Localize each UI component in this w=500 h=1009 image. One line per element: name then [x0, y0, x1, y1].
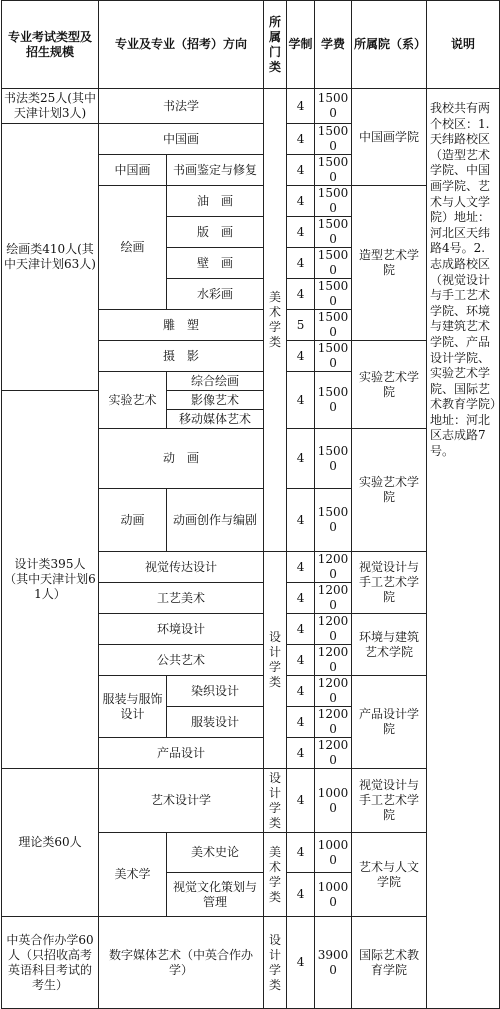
header-category: 所属门类: [264, 1, 287, 89]
major-cell: 服装设计: [167, 707, 264, 738]
years-cell: 4: [287, 917, 315, 1009]
years-cell: 4: [287, 279, 315, 310]
years-cell: 4: [287, 552, 315, 583]
years-cell: 4: [287, 676, 315, 707]
major-cell: 书法学: [99, 89, 264, 124]
fee-cell: 15000: [315, 124, 352, 155]
group-calligraphy: 书法类25人(其中天津计划3人): [2, 89, 99, 124]
years-cell: 5: [287, 310, 315, 341]
school-cell: 视觉设计与手工艺术学院: [352, 769, 427, 833]
fee-cell: 15000: [315, 341, 352, 372]
group-painting: 绘画类410人(其中天津计划63人): [2, 124, 99, 391]
fee-cell: 10000: [315, 833, 352, 873]
years-cell: 4: [287, 124, 315, 155]
years-cell: 4: [287, 833, 315, 873]
fee-cell: 12000: [315, 583, 352, 614]
major-cell: 中国画: [99, 124, 264, 155]
header-exam-type: 专业考试类型及招生规模: [2, 1, 99, 89]
notes-cell: 我校共有两个校区：1.天纬路校区（造型艺术学院、中国画学院、艺术与人文学院）地址：河北区天纬路4号。2.志成路校区（视觉设计与手工艺术学院、环境与建筑艺术学院、产品设计学院、实验艺术学院、国际艺术教育学院）地址：河北区志成路7号。: [427, 89, 500, 1009]
group-coop: 中英合作办学60人（只招收高考英语科目考试的考生）: [2, 917, 99, 1009]
fee-cell: 12000: [315, 707, 352, 738]
major-cell: 书画鉴定与修复: [167, 155, 264, 186]
major-cell: 移动媒体艺术: [167, 410, 264, 429]
years-cell: 4: [287, 614, 315, 645]
header-major: 专业及专业（招考）方向: [99, 1, 264, 89]
major-cell: 美术史论: [167, 833, 264, 873]
years-cell: 4: [287, 645, 315, 676]
admissions-table: [1, 0, 500, 1009]
years-cell: 4: [287, 248, 315, 279]
fee-cell: 15000: [315, 186, 352, 217]
major-cell: 视觉文化策划与管理: [167, 873, 264, 917]
years-cell: 4: [287, 372, 315, 429]
table-row: [2, 89, 500, 124]
major-cell: 雕 塑: [99, 310, 264, 341]
fee-cell: 15000: [315, 429, 352, 489]
sub-label: 实验艺术: [99, 372, 167, 429]
fee-cell: 12000: [315, 676, 352, 707]
major-cell: 综合绘画: [167, 372, 264, 391]
major-cell: 油 画: [167, 186, 264, 217]
school-cell: 艺术与人文学院: [352, 833, 427, 917]
header-years: 学制: [287, 1, 315, 89]
years-cell: 4: [287, 186, 315, 217]
major-cell: 水彩画: [167, 279, 264, 310]
years-cell: 4: [287, 769, 315, 833]
category-fine-arts-2: 美术学类: [264, 833, 287, 917]
major-cell: 版 画: [167, 217, 264, 248]
major-cell: 公共艺术: [99, 645, 264, 676]
school-cell: 实验艺术学院: [352, 429, 427, 552]
major-cell: 艺术设计学: [99, 769, 264, 833]
category-fine-arts: 美术学类: [264, 89, 287, 552]
fee-cell: 15000: [315, 372, 352, 429]
school-cell: 环境与建筑艺术学院: [352, 614, 427, 676]
fee-cell: 12000: [315, 614, 352, 645]
major-cell: 工艺美术: [99, 583, 264, 614]
major-cell: 数字媒体艺术（中英合作办学）: [99, 917, 264, 1009]
fee-cell: 15000: [315, 89, 352, 124]
major-cell: 摄 影: [99, 341, 264, 372]
major-cell: 动 画: [99, 429, 264, 489]
major-cell: 环境设计: [99, 614, 264, 645]
fee-cell: 10000: [315, 769, 352, 833]
group-design: 设计类395人（其中天津计划61人）: [2, 391, 99, 769]
fee-cell: 12000: [315, 738, 352, 769]
years-cell: 4: [287, 489, 315, 552]
major-cell: 染织设计: [167, 676, 264, 707]
years-cell: 4: [287, 217, 315, 248]
major-cell: 动画创作与编剧: [167, 489, 264, 552]
category-design: 设计学类: [264, 552, 287, 769]
school-cell: 中国画学院: [352, 89, 427, 186]
fee-cell: 12000: [315, 645, 352, 676]
years-cell: 4: [287, 873, 315, 917]
header-row: [2, 1, 500, 89]
header-fee: 学费: [315, 1, 352, 89]
years-cell: 4: [287, 707, 315, 738]
fee-cell: 15000: [315, 279, 352, 310]
years-cell: 4: [287, 341, 315, 372]
school-cell: 国际艺术教育学院: [352, 917, 427, 1009]
years-cell: 4: [287, 738, 315, 769]
school-cell: 视觉设计与手工艺术学院: [352, 552, 427, 614]
sub-label: 中国画: [99, 155, 167, 186]
fee-cell: 10000: [315, 873, 352, 917]
fee-cell: 39000: [315, 917, 352, 1009]
major-cell: 产品设计: [99, 738, 264, 769]
category-design-3: 设计学类: [264, 917, 287, 1009]
table-row: [2, 917, 500, 1009]
fee-cell: 12000: [315, 552, 352, 583]
group-theory: 理论类60人: [2, 769, 99, 917]
school-cell: 产品设计学院: [352, 676, 427, 769]
major-cell: 影像艺术: [167, 391, 264, 410]
school-cell: 造型艺术学院: [352, 186, 427, 341]
fee-cell: 15000: [315, 489, 352, 552]
sub-label: 绘画: [99, 186, 167, 310]
years-cell: 4: [287, 429, 315, 489]
fee-cell: 15000: [315, 310, 352, 341]
fee-cell: 15000: [315, 217, 352, 248]
major-cell: 视觉传达设计: [99, 552, 264, 583]
years-cell: 4: [287, 155, 315, 186]
sub-label: 动画: [99, 489, 167, 552]
header-notes: 说明: [427, 1, 500, 89]
years-cell: 4: [287, 89, 315, 124]
major-cell: 壁 画: [167, 248, 264, 279]
sub-label: 美术学: [99, 833, 167, 917]
fee-cell: 15000: [315, 155, 352, 186]
sub-label: 服装与服饰设计: [99, 676, 167, 738]
header-school: 所属院（系）: [352, 1, 427, 89]
fee-cell: 15000: [315, 248, 352, 279]
school-cell: 实验艺术学院: [352, 341, 427, 429]
category-design-2: 设计学类: [264, 769, 287, 833]
years-cell: 4: [287, 583, 315, 614]
